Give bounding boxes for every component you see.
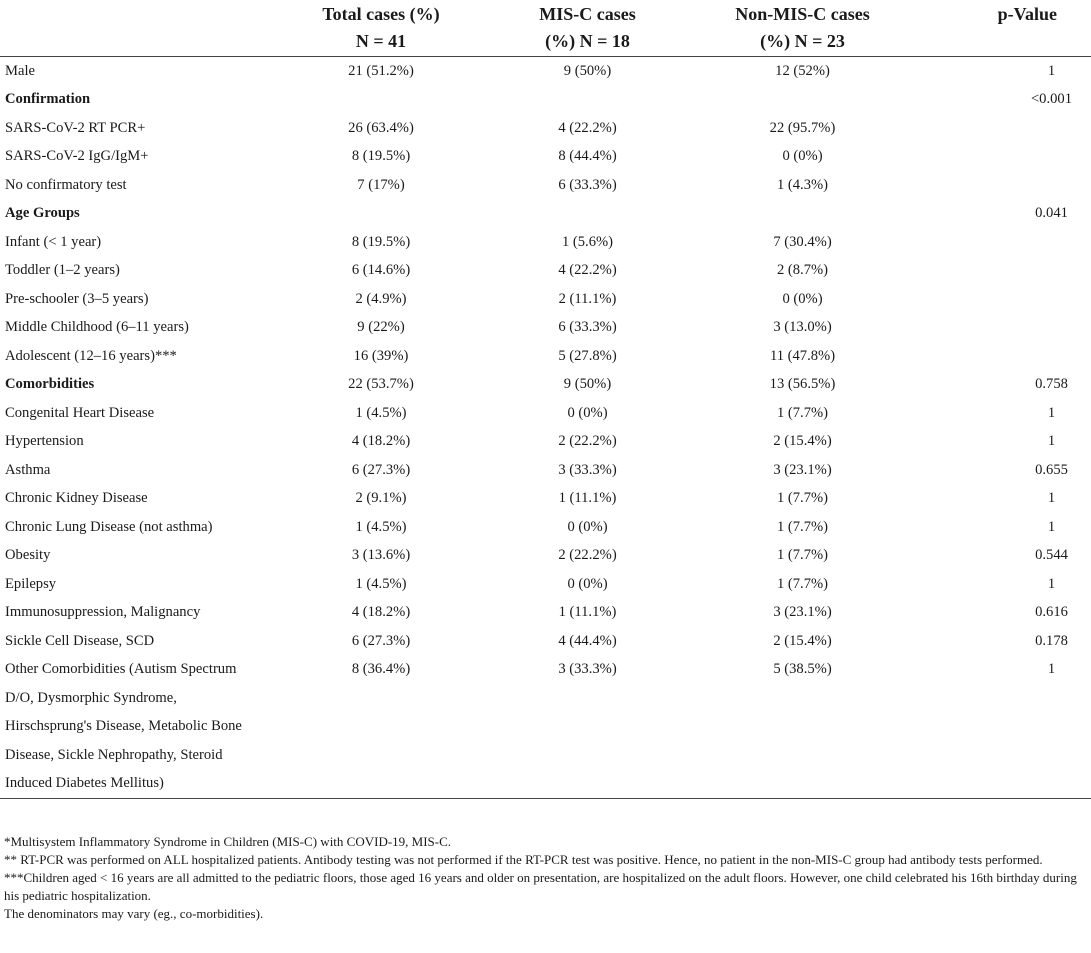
cell-pvalue: 0.178 [1035, 632, 1068, 649]
cell-nonmisc: 13 (56.5%) [769, 376, 836, 392]
cell-misc: 9 (50%) [563, 62, 612, 79]
cell-pvalue: 1 [940, 655, 1091, 798]
cell-nonmisc: 1 (7.7%) [776, 575, 829, 592]
cell-pvalue: 1 [1047, 433, 1056, 449]
footnote: ** RT-PCR was performed on ALL hospitalized patients. Antibody testing was not performed if the RT-PCR test was positive. Hence, no patient in the non-MIS-C group had antibody tests performed. [4, 852, 1043, 867]
cell-nonmisc [665, 199, 940, 228]
cell-total: 26 (63.4%) [348, 119, 414, 136]
cell-total: 16 (39%) [353, 347, 409, 364]
cell-misc: 0 (0%) [567, 404, 608, 421]
cell-total: 1 (4.5%) [355, 575, 407, 592]
row-label: Adolescent (12–16 years)*** [5, 347, 177, 364]
row-label: Immunosuppression, Malignancy [5, 604, 201, 620]
cell-pvalue: 1 [1047, 575, 1056, 592]
table-row [0, 114, 1091, 143]
row-label: Infant (< 1 year) [5, 233, 102, 250]
table-header [0, 0, 1091, 56]
cell-pvalue: 1 [1047, 490, 1056, 506]
cell-total: 8 (36.4%) [252, 655, 510, 798]
cell-misc: 0 (0%) [567, 518, 608, 535]
table-row [0, 513, 1091, 542]
row-label: Epilepsy [5, 575, 57, 592]
cell-nonmisc: 3 (23.1%) [773, 604, 832, 620]
cell-pvalue [940, 228, 1091, 257]
cell-pvalue: 0.655 [1035, 461, 1068, 478]
cell-nonmisc: 1 (7.7%) [776, 404, 829, 421]
cell-nonmisc: 0 (0%) [782, 148, 823, 164]
footnote: ***Children aged < 16 years are all admitted to the pediatric floors, those aged 16 years and older on presentation, are hospitalized on the adult floors. However, one child celebrated his 16th birthday during his pediatric hospitalization. [4, 870, 1077, 903]
table-row [0, 228, 1091, 257]
row-label: SARS-CoV-2 RT PCR+ [5, 119, 146, 136]
footnotes [4, 833, 1086, 923]
cell-nonmisc: 1 (7.7%) [776, 518, 829, 535]
cell-pvalue: <0.001 [1030, 91, 1073, 107]
cell-nonmisc: 11 (47.8%) [769, 347, 836, 364]
table-row [0, 56, 1091, 85]
cell-nonmisc: 1 (4.3%) [776, 176, 829, 193]
cell-total: 8 (19.5%) [351, 233, 411, 250]
cell-pvalue: 1 [1047, 518, 1056, 535]
table-row [0, 399, 1091, 428]
cell-total: 6 (27.3%) [351, 632, 411, 649]
cell-nonmisc: 5 (38.5%) [665, 655, 940, 798]
footnote: The denominators may vary (eg., co-morbidities). [4, 906, 264, 921]
cell-nonmisc: 0 (0%) [782, 290, 823, 307]
cell-total: 21 (51.2%) [348, 62, 414, 79]
cell-nonmisc: 7 (30.4%) [773, 233, 832, 250]
header-misc [510, 0, 665, 56]
cell-misc: 9 (50%) [563, 376, 612, 392]
cell-nonmisc: 1 (7.7%) [776, 490, 829, 506]
cell-total: 1 (4.5%) [355, 404, 407, 421]
cell-nonmisc: 2 (15.4%) [773, 433, 832, 449]
cell-pvalue: 0.544 [1035, 547, 1068, 563]
cell-misc: 3 (33.3%) [510, 655, 665, 798]
cell-total: 3 (13.6%) [351, 547, 411, 563]
row-label: Other Comorbidities (Autism Spectrum D/O, Dysmorphic Syndrome, Hirschsprung's Disease, Metabolic Bone Disease, Sickle Nephropathy, Steroid Induced Diabetes Mellitus) [0, 655, 252, 798]
cell-total [252, 85, 510, 114]
cell-nonmisc: 3 (13.0%) [773, 319, 832, 335]
header-total-line1: Total cases (%) [322, 4, 440, 24]
cell-total [252, 199, 510, 228]
table-row [0, 655, 1091, 798]
cell-nonmisc: 1 (7.7%) [776, 547, 829, 563]
table-row [0, 370, 1091, 399]
footnote: *Multisystem Inflammatory Syndrome in Children (MIS-C) with COVID-19, MIS-C. [4, 834, 452, 849]
row-label: Confirmation [5, 91, 91, 107]
table-body [0, 56, 1091, 798]
table-row [0, 342, 1091, 371]
cell-misc: 3 (33.3%) [558, 461, 617, 478]
table-row [0, 456, 1091, 485]
cell-pvalue [940, 285, 1091, 314]
cell-misc: 4 (44.4%) [558, 632, 617, 649]
cell-pvalue: 0.758 [1035, 376, 1068, 392]
cell-misc [510, 85, 665, 114]
cell-pvalue [940, 256, 1091, 285]
header-pvalue: p-Value [940, 0, 1091, 56]
cell-nonmisc [665, 85, 940, 114]
header-misc-line2: (%) N = 18 [545, 31, 630, 51]
cell-pvalue [940, 171, 1091, 200]
cell-total: 6 (27.3%) [351, 461, 411, 478]
table-row [0, 541, 1091, 570]
cell-misc: 5 (27.8%) [558, 347, 617, 364]
row-label: Middle Childhood (6–11 years) [5, 319, 189, 335]
table-row [0, 598, 1091, 627]
table-row [0, 256, 1091, 285]
row-label: Toddler (1–2 years) [5, 262, 120, 278]
cell-pvalue [940, 142, 1091, 171]
table-row [0, 427, 1091, 456]
cell-total: 2 (9.1%) [355, 490, 407, 506]
row-label: Chronic Kidney Disease [5, 490, 148, 506]
cell-pvalue: 0.041 [1035, 205, 1068, 221]
table-row [0, 142, 1091, 171]
cell-pvalue: 1 [1047, 404, 1056, 421]
cell-pvalue: 1 [1047, 62, 1056, 79]
cell-total: 1 (4.5%) [355, 518, 407, 535]
cell-total: 2 (4.9%) [355, 290, 407, 307]
cell-misc: 2 (11.1%) [558, 290, 617, 307]
row-label: Chronic Lung Disease (not asthma) [5, 518, 213, 535]
cell-misc: 2 (22.2%) [558, 547, 617, 563]
cell-pvalue: 0.616 [1035, 604, 1068, 620]
cell-total: 9 (22%) [357, 319, 405, 335]
cell-total: 22 (53.7%) [348, 376, 414, 392]
cell-pvalue [940, 342, 1091, 371]
table-row [0, 313, 1091, 342]
row-label: Pre-schooler (3–5 years) [5, 290, 149, 307]
row-label: Comorbidities [5, 376, 95, 392]
row-label: Sickle Cell Disease, SCD [5, 632, 155, 649]
row-label: Hypertension [5, 433, 84, 449]
header-total [252, 0, 510, 56]
table-row [0, 199, 1091, 228]
cell-misc [510, 199, 665, 228]
cell-misc: 1 (11.1%) [558, 604, 617, 620]
cell-misc: 4 (22.2%) [558, 262, 617, 278]
table-row [0, 570, 1091, 599]
header-nonmisc-line2: (%) N = 23 [760, 31, 845, 51]
cell-total: 7 (17%) [357, 176, 405, 193]
cell-misc: 4 (22.2%) [558, 119, 617, 136]
cell-total: 4 (18.2%) [351, 433, 411, 449]
cell-nonmisc: 22 (95.7%) [769, 119, 836, 136]
header-misc-line1: MIS-C cases [539, 4, 636, 24]
cell-misc: 2 (22.2%) [558, 433, 617, 449]
table-row [0, 484, 1091, 513]
cell-misc: 1 (5.6%) [561, 233, 614, 250]
cell-misc: 1 (11.1%) [558, 490, 617, 506]
table-row [0, 627, 1091, 656]
header-nonmisc-line1: Non-MIS-C cases [735, 4, 870, 24]
row-label: No confirmatory test [5, 176, 127, 193]
row-label: Age Groups [5, 205, 80, 221]
row-label: Obesity [5, 547, 51, 563]
table-row [0, 85, 1091, 114]
cell-misc: 6 (33.3%) [558, 176, 617, 193]
cell-pvalue [940, 313, 1091, 342]
row-label: Asthma [5, 461, 51, 478]
cell-total: 6 (14.6%) [351, 262, 411, 278]
cell-misc: 8 (44.4%) [558, 148, 617, 164]
cell-nonmisc: 12 (52%) [775, 62, 830, 79]
cell-nonmisc: 3 (23.1%) [773, 461, 832, 478]
row-label: Male [5, 62, 35, 79]
cell-nonmisc: 2 (8.7%) [776, 262, 829, 278]
header-nonmisc [665, 0, 940, 56]
table-row [0, 171, 1091, 200]
cell-total: 8 (19.5%) [351, 148, 411, 164]
cell-misc: 6 (33.3%) [558, 319, 617, 335]
row-label: Congenital Heart Disease [5, 404, 155, 421]
cell-total: 4 (18.2%) [351, 604, 411, 620]
cell-nonmisc: 2 (15.4%) [773, 632, 832, 649]
cell-pvalue [940, 114, 1091, 143]
header-label [0, 0, 252, 56]
cell-misc: 0 (0%) [567, 575, 608, 592]
row-label: SARS-CoV-2 IgG/IgM+ [5, 148, 149, 164]
header-total-line2: N = 41 [355, 31, 407, 51]
table-row [0, 285, 1091, 314]
